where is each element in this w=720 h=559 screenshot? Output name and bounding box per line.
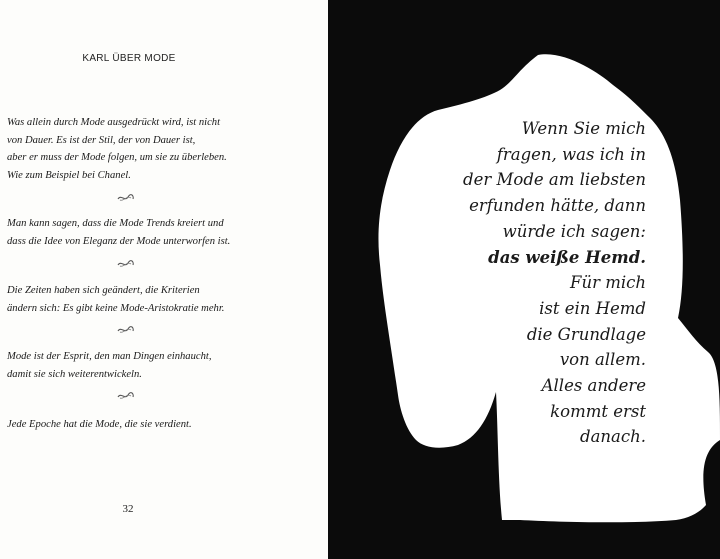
shirt-quote-line: der Mode am liebsten [463,170,646,190]
shirt-quote-line: kommt erst [550,401,646,421]
flourish-ornament-icon [116,391,136,401]
quote-3: Die Zeiten haben sich geändert, die Kriterien ändern sich: Es gibt keine Mode-Aristokratie mehr. [7,285,225,314]
quote-2: Man kann sagen, dass die Mode Trends kreiert und dass die Idee von Eleganz der Mode unterworfen ist. [7,218,231,247]
shirt-quote-line: ist ein Hemd [539,298,646,318]
flourish-ornament-icon [116,193,136,203]
quote-1: Was allein durch Mode ausgedrückt wird, ist nicht von Dauer. Es ist der Stil, der von Dauer ist, aber er muss der Mode folgen, um sie zu überleben. Wie zum Beispiel bei Chanel. [7,117,227,181]
left-page [0,0,328,559]
shirt-quote-line: danach. [580,427,646,447]
shirt-quote-line: von allem. [559,350,646,370]
page-number: 32 [122,503,134,515]
shirt-quote-line: Alles andere [541,376,646,396]
flourish-ornament-icon [116,259,136,269]
running-head: KARL ÜBER MODE [82,53,176,64]
shirt-quote-line: fragen, was ich in [496,144,646,164]
shirt-quote-line: würde ich sagen: [502,221,646,241]
quote-5: Jede Epoche hat die Mode, die sie verdient. [7,419,192,430]
shirt-quote-line: die Grundlage [526,324,646,344]
flourish-ornament-icon [116,325,136,335]
shirt-quote-line: erfunden hätte, dann [469,196,646,216]
shirt-quote-line: Für mich [570,273,646,293]
right-page [328,0,720,559]
shirt-quote [406,116,646,450]
quote-4: Mode ist der Esprit, den man Dingen einhaucht, damit sie sich weiterentwickeln. [7,351,212,380]
shirt-quote-emphasis: das weiße Hemd. [488,247,646,267]
shirt-quote-line: Wenn Sie mich [521,119,646,138]
